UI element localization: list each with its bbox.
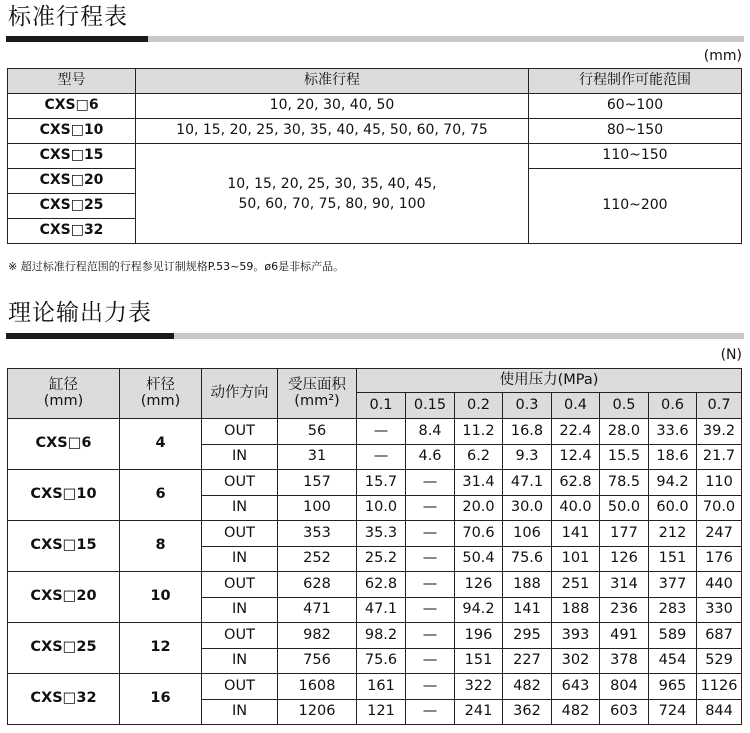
force-value-cell: 75.6 [503, 547, 552, 572]
force-table [7, 368, 742, 725]
force-value-cell: 94.2 [455, 598, 503, 623]
force-value-cell: 60.0 [649, 496, 697, 521]
force-value-cell: 9.3 [503, 445, 552, 470]
stroke-table-title: 标准行程表 [8, 4, 128, 30]
rod-diameter-cell: 8 [120, 521, 202, 572]
force-value-cell: 188 [503, 572, 552, 598]
force-value-cell: 687 [697, 623, 742, 649]
force-value-cell: 15.7 [357, 470, 406, 496]
standard-stroke-line: 10, 15, 20, 25, 30, 35, 40, 45, [227, 175, 437, 192]
force-value-cell: 283 [649, 598, 697, 623]
rod-diameter-cell: 12 [120, 623, 202, 674]
direction-cell: IN [202, 547, 278, 572]
rod-diameter-cell: 16 [120, 674, 202, 725]
area-cell: 56 [278, 419, 357, 445]
force-value-cell: 8.4 [406, 419, 455, 445]
direction-cell: OUT [202, 521, 278, 547]
force-value-cell: 75.6 [357, 649, 406, 674]
force-value-cell: — [406, 470, 455, 496]
header-pressure-value: 0.2 [455, 393, 503, 419]
force-value-cell: 603 [600, 700, 649, 725]
stroke-model-cell: CXS□15 [8, 144, 136, 169]
force-unit-label: (N) [720, 347, 742, 363]
force-value-cell: 393 [552, 623, 600, 649]
area-cell: 471 [278, 598, 357, 623]
stroke-unit-label: (mm) [703, 48, 742, 64]
force-value-cell: — [406, 496, 455, 521]
standard-stroke-cell: 10, 15, 20, 25, 30, 35, 40, 45, 50, 60, 70, 75 [136, 119, 529, 144]
force-value-cell: 39.2 [697, 419, 742, 445]
force-value-cell: 31.4 [455, 470, 503, 496]
force-value-cell: 110 [697, 470, 742, 496]
force-value-cell: 227 [503, 649, 552, 674]
force-value-cell: 251 [552, 572, 600, 598]
stroke-model-cell: CXS□10 [8, 119, 136, 144]
stroke-range-cell: 110~200 [529, 169, 742, 244]
force-value-cell: — [406, 572, 455, 598]
force-value-cell: 62.8 [552, 470, 600, 496]
force-value-cell: 106 [503, 521, 552, 547]
table-row [8, 470, 742, 496]
force-value-cell: 378 [600, 649, 649, 674]
force-value-cell: 50.4 [455, 547, 503, 572]
stroke-model-cell: CXS□6 [8, 94, 136, 119]
force-value-cell: 176 [697, 547, 742, 572]
header-bore-label: 缸径 [49, 376, 78, 393]
stroke-footnote: ※ 超过标准行程范围的行程参见订制规格P.53~59。ø6是非标产品。 [8, 260, 345, 273]
force-value-cell: — [406, 521, 455, 547]
header-rod-label: 杆径 [146, 376, 175, 393]
direction-cell: IN [202, 445, 278, 470]
force-value-cell: 11.2 [455, 419, 503, 445]
header-pressure-value: 0.6 [649, 393, 697, 419]
force-value-cell: 482 [552, 700, 600, 725]
stroke-range-cell: 110~150 [529, 144, 742, 169]
force-value-cell: — [406, 623, 455, 649]
standard-stroke-group-cell [136, 144, 529, 244]
force-value-cell: 236 [600, 598, 649, 623]
force-value-cell: 62.8 [357, 572, 406, 598]
force-value-cell: 25.2 [357, 547, 406, 572]
force-value-cell: 322 [455, 674, 503, 700]
force-title-underline [6, 333, 744, 339]
direction-cell: IN [202, 649, 278, 674]
direction-cell: OUT [202, 470, 278, 496]
force-value-cell: 491 [600, 623, 649, 649]
force-value-cell: 804 [600, 674, 649, 700]
force-value-cell: 18.6 [649, 445, 697, 470]
force-value-cell: 188 [552, 598, 600, 623]
force-value-cell: 212 [649, 521, 697, 547]
force-value-cell: — [406, 547, 455, 572]
stroke-model-cell: CXS□20 [8, 169, 136, 194]
force-value-cell: — [406, 674, 455, 700]
force-value-cell: 10.0 [357, 496, 406, 521]
force-value-cell: 965 [649, 674, 697, 700]
force-value-cell: 12.4 [552, 445, 600, 470]
force-value-cell: 28.0 [600, 419, 649, 445]
rod-diameter-cell: 6 [120, 470, 202, 521]
force-value-cell: 70.0 [697, 496, 742, 521]
force-value-cell: 22.4 [552, 419, 600, 445]
stroke-model-cell: CXS□25 [8, 194, 136, 219]
stroke-range-cell: 80~150 [529, 119, 742, 144]
force-value-cell: 295 [503, 623, 552, 649]
force-value-cell: 21.7 [697, 445, 742, 470]
header-area [278, 369, 357, 419]
area-cell: 100 [278, 496, 357, 521]
header-pressure-value: 0.3 [503, 393, 552, 419]
force-value-cell: 30.0 [503, 496, 552, 521]
header-area-label: 受压面积 [288, 376, 346, 393]
force-value-cell: 151 [455, 649, 503, 674]
force-value-cell: — [406, 700, 455, 725]
direction-cell: OUT [202, 623, 278, 649]
force-value-cell: — [357, 445, 406, 470]
force-model-cell: CXS□6 [8, 419, 120, 470]
area-cell: 157 [278, 470, 357, 496]
force-value-cell: 724 [649, 700, 697, 725]
force-value-cell: 314 [600, 572, 649, 598]
force-value-cell: 47.1 [503, 470, 552, 496]
force-value-cell: 589 [649, 623, 697, 649]
force-value-cell: 302 [552, 649, 600, 674]
force-value-cell: 98.2 [357, 623, 406, 649]
force-value-cell: 454 [649, 649, 697, 674]
direction-cell: IN [202, 598, 278, 623]
direction-cell: IN [202, 496, 278, 521]
header-rod [120, 369, 202, 419]
direction-cell: IN [202, 700, 278, 725]
force-value-cell: 844 [697, 700, 742, 725]
force-value-cell: 101 [552, 547, 600, 572]
force-value-cell: 121 [357, 700, 406, 725]
force-value-cell: 6.2 [455, 445, 503, 470]
table-row [8, 572, 742, 598]
header-direction: 动作方向 [202, 369, 278, 419]
force-value-cell: 4.6 [406, 445, 455, 470]
force-value-cell: 1126 [697, 674, 742, 700]
stroke-range-cell: 60~100 [529, 94, 742, 119]
standard-stroke-line: 50, 60, 70, 75, 80, 90, 100 [238, 195, 426, 212]
table-row [8, 674, 742, 700]
force-value-cell: 47.1 [357, 598, 406, 623]
force-value-cell: — [406, 649, 455, 674]
direction-cell: OUT [202, 419, 278, 445]
rod-diameter-cell: 10 [120, 572, 202, 623]
force-table-title: 理论输出力表 [8, 300, 152, 326]
stroke-title-underline [6, 36, 744, 42]
table-row [8, 521, 742, 547]
table-row [8, 623, 742, 649]
force-value-cell: 16.8 [503, 419, 552, 445]
force-value-cell: — [357, 419, 406, 445]
header-pressure-value: 0.5 [600, 393, 649, 419]
force-value-cell: 362 [503, 700, 552, 725]
force-value-cell: 141 [552, 521, 600, 547]
header-bore-unit: (mm) [43, 392, 84, 409]
area-cell: 756 [278, 649, 357, 674]
rod-diameter-cell: 4 [120, 419, 202, 470]
force-value-cell: 241 [455, 700, 503, 725]
force-value-cell: 529 [697, 649, 742, 674]
area-cell: 252 [278, 547, 357, 572]
header-pressure-value: 0.4 [552, 393, 600, 419]
force-value-cell: 70.6 [455, 521, 503, 547]
force-value-cell: 78.5 [600, 470, 649, 496]
header-bore [8, 369, 120, 419]
force-value-cell: 141 [503, 598, 552, 623]
area-cell: 982 [278, 623, 357, 649]
force-value-cell: — [406, 598, 455, 623]
force-model-cell: CXS□20 [8, 572, 120, 623]
force-value-cell: 50.0 [600, 496, 649, 521]
direction-cell: OUT [202, 674, 278, 700]
force-value-cell: 377 [649, 572, 697, 598]
force-model-cell: CXS□10 [8, 470, 120, 521]
force-value-cell: 161 [357, 674, 406, 700]
header-model: 型号 [8, 69, 136, 94]
force-value-cell: 151 [649, 547, 697, 572]
force-value-cell: 126 [600, 547, 649, 572]
header-pressure: 使用压力(MPa) [357, 369, 742, 393]
header-stroke-range: 行程制作可能范围 [529, 69, 742, 94]
force-value-cell: 440 [697, 572, 742, 598]
header-area-unit: (mm²) [294, 392, 340, 409]
area-cell: 1608 [278, 674, 357, 700]
header-pressure-value: 0.7 [697, 393, 742, 419]
header-pressure-value: 0.15 [406, 393, 455, 419]
header-standard-stroke: 标准行程 [136, 69, 529, 94]
force-value-cell: 35.3 [357, 521, 406, 547]
stroke-table [7, 68, 742, 244]
force-value-cell: 330 [697, 598, 742, 623]
header-rod-unit: (mm) [140, 392, 181, 409]
force-value-cell: 196 [455, 623, 503, 649]
force-value-cell: 40.0 [552, 496, 600, 521]
force-model-cell: CXS□25 [8, 623, 120, 674]
area-cell: 628 [278, 572, 357, 598]
force-value-cell: 643 [552, 674, 600, 700]
force-model-cell: CXS□32 [8, 674, 120, 725]
area-cell: 31 [278, 445, 357, 470]
force-value-cell: 33.6 [649, 419, 697, 445]
direction-cell: OUT [202, 572, 278, 598]
area-cell: 1206 [278, 700, 357, 725]
area-cell: 353 [278, 521, 357, 547]
force-value-cell: 126 [455, 572, 503, 598]
header-pressure-value: 0.1 [357, 393, 406, 419]
force-value-cell: 482 [503, 674, 552, 700]
table-row [8, 419, 742, 445]
force-value-cell: 177 [600, 521, 649, 547]
force-value-cell: 20.0 [455, 496, 503, 521]
force-value-cell: 247 [697, 521, 742, 547]
standard-stroke-cell: 10, 20, 30, 40, 50 [136, 94, 529, 119]
force-model-cell: CXS□15 [8, 521, 120, 572]
force-value-cell: 94.2 [649, 470, 697, 496]
stroke-model-cell: CXS□32 [8, 219, 136, 244]
force-value-cell: 15.5 [600, 445, 649, 470]
